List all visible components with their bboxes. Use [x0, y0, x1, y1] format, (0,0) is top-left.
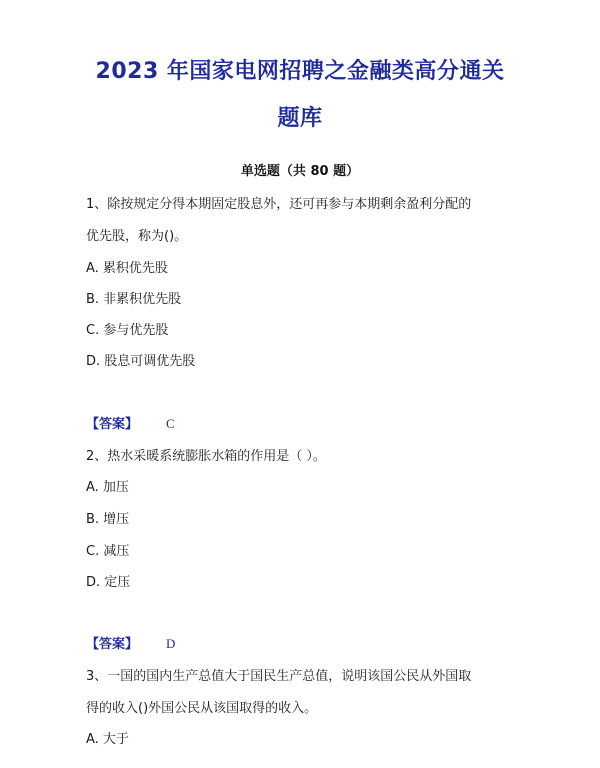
- question-2-answer: [86, 633, 175, 652]
- question-1-option-b: B. 非累积优先股: [86, 292, 182, 307]
- question-3-stem-line-2: 得的收入()外国公民从该国取得的收入。: [86, 701, 318, 716]
- question-3-stem-line-1: 3、一国的国内生产总值大于国民生产总值，说明该国公民从外国取: [86, 669, 472, 684]
- question-2-option-c: C. 减压: [86, 544, 130, 559]
- question-1-option-a: A. 累积优先股: [86, 261, 168, 276]
- section-heading: 单选题（共 80 题）: [240, 164, 360, 179]
- question-1-option-d: D. 股息可调优先股: [86, 354, 196, 369]
- answer-value: C: [166, 416, 175, 431]
- answer-label: 【答案】: [86, 637, 139, 652]
- question-2-stem-line-1: 2、热水采暖系统膨胀水箱的作用是（ ）。: [86, 449, 326, 464]
- question-1-option-c: C. 参与优先股: [86, 323, 169, 338]
- question-2-option-d: D. 定压: [86, 575, 131, 590]
- question-1-stem-line-2: 优先股，称为()。: [86, 229, 188, 244]
- question-1-stem-line-1: 1、除按规定分得本期固定股息外，还可再参与本期剩余盈利分配的: [86, 197, 472, 212]
- question-2-option-b: B. 增压: [86, 512, 130, 527]
- question-3-option-a: A. 大于: [86, 732, 129, 747]
- document-title-line-2: 题库: [277, 106, 323, 131]
- question-2-option-a: A. 加压: [86, 480, 129, 495]
- question-1-answer: [86, 413, 175, 432]
- answer-value: D: [166, 636, 176, 651]
- answer-label: 【答案】: [86, 417, 139, 432]
- document-title-line-1: 2023 年国家电网招聘之金融类高分通关: [95, 59, 505, 84]
